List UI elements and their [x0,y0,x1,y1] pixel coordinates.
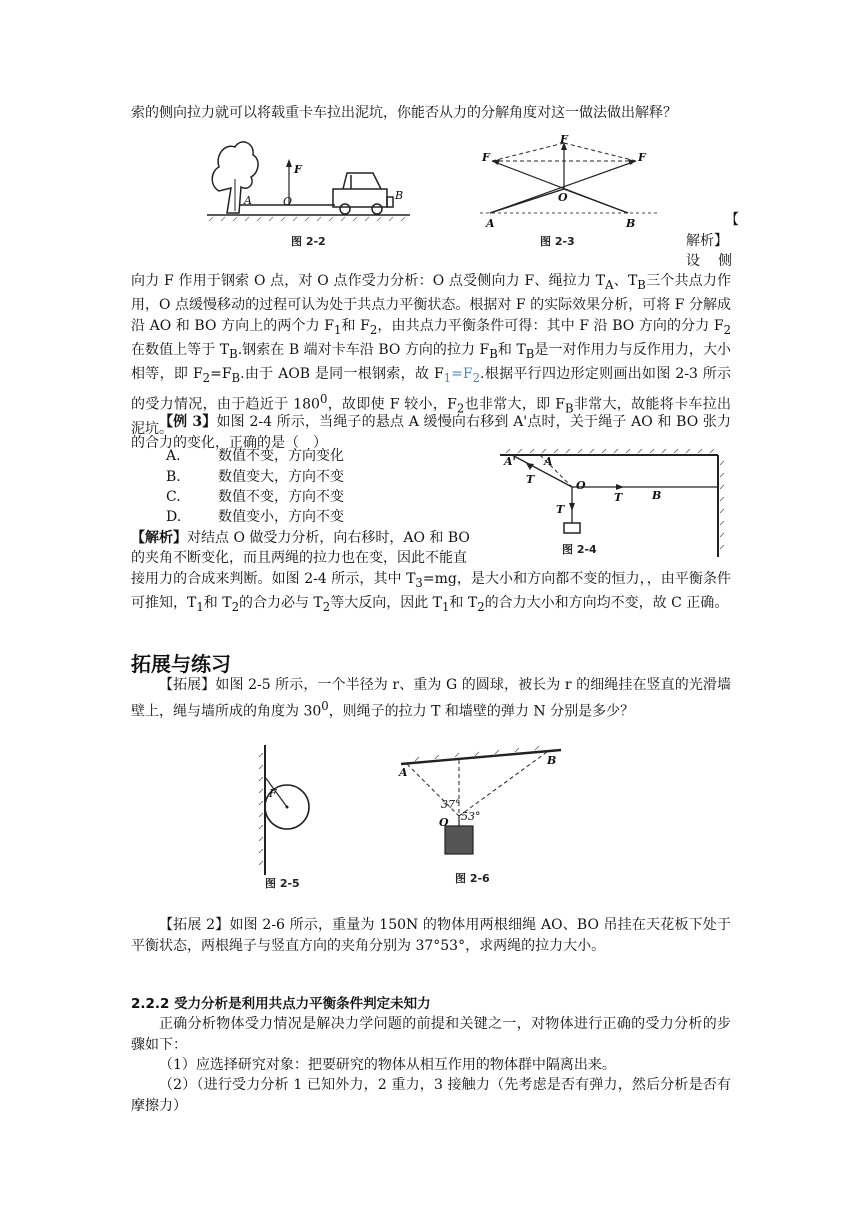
figure-2-3 [478,133,668,253]
side-text-she: 设 侧 [686,253,732,269]
extension-1-paragraph: 【拓展】如图 2-5 所示，一个半径为 r、重为 G 的圆球，被长为 r 的细绳挂在竖直的光滑墙壁上，绳与墙所成的角度为 $30^0$，则绳子的拉力 T 和墙壁的弹力 N 分别是多少？ [131,677,732,720]
jiexi-3-rest: 接用力的合成来判断。如图 2-4 所示，其中 $T_3=mg$，是大小和方向都不变的恒力，，由平衡条件可推知，$T_1$和 $T_2$的合力必与 $T_2$等大反向，因此 $T_1$和 $T_2$的合力大小和方向均不变，故 C 正确。 [131,571,731,615]
step-1: （1）应选择研究对象：把要研究的物体从相互作用的物体群中隔离出来。 [159,1057,616,1073]
fig22-label-B: B [395,189,404,202]
fig26-label-37: 37° [441,798,461,811]
jiexi-1-paragraph: 向力 F 作用于钢索 O 点，对 O 点作受力分析：O 点受侧向力 F、绳拉力 $T_A$、$T_B$三个共点力作用，O 点缓慢移动的过程可认为处于共点力平衡状态。根据对 F 的实际效果分析，可将 F 分解成沿 AO 和 BO 方向上的两个力 $F_1$和 $F_2$，由共点力平衡条件可得：其中 F 沿 BO 方向的分力 $F_2$在数值上等于 $T_B$.钢索在 B 端对卡车沿 BO 方向的拉力 $F_B$和 $T_B$是一对作用力与反作用力，大小相等，即 $F_2=F_B$.由于 AOB 是同一根钢索，故 $F_1=F_2$.根据平行四边形定则画出如图 2-3 所示的受力情况，由于趋近于 $180^0$，故即使 F 较小，$F_2$也非常大，即 $F_B$非常大，故能将卡车拉出泥坑。 [131,273,732,437]
figure-2-5 [255,735,335,895]
choice-c: C. 数值不变，方向不变 [166,489,344,505]
fig23-label-O: O [558,191,568,204]
fig24-label-B: B [652,489,662,502]
fig26-label-A: A [399,766,408,779]
figure-2-6 [395,730,575,890]
figure-2-4 [496,447,736,562]
fig24-label-A: A [544,455,553,468]
fig24-label-A-prime: A' [504,455,516,468]
fig25-label-F: F [269,787,277,800]
fig23-label-F: F [560,133,568,146]
step-2: （2）（进行受力分析 1 已知外力，2 重力，3 接触力（先考虑是否有弹力，然后分析是否有摩擦力） [131,1077,731,1114]
subsection-title: 2.2.2 受力分析是利用共点力平衡条件判定未知力 [131,996,431,1012]
fig24-label-T1: T [526,473,535,486]
section-title: 拓展与练习 [131,652,231,676]
fig23-caption: 图 2-3 [540,235,575,248]
fig22-label-A: A [244,194,252,207]
fig23-label-F1: F [482,151,490,164]
choice-a: A. 数值不变，方向变化 [166,448,344,464]
side-text-bracket: 【 [725,212,739,228]
fig26-label-O: O [439,816,449,829]
fig22-caption: 图 2-2 [291,235,326,248]
fig23-label-F2: F [638,151,646,164]
choice-d: D. 数值变小，方向不变 [166,509,344,525]
fig26-caption: 图 2-6 [455,872,490,885]
side-text-jiexi: 解析】 [686,233,728,249]
choice-b: B. 数值变大，方向不变 [166,469,344,485]
example-3-paragraph: 【例 3】如图 2-4 所示，当绳子的悬点 A 缓慢向右移到 A'点时，关于绳子 AO 和 BO 张力的合力的变化，正确的是（ ） [131,414,731,451]
fig26-label-B: B [547,754,557,767]
fig23-label-B: B [626,217,636,230]
fig24-label-O: O [576,479,586,492]
fig24-label-T2: T [614,491,623,504]
fig26-label-53: 53° [461,810,481,823]
fig23-label-A: A [486,217,495,230]
fig24-caption: 图 2-4 [562,543,597,556]
fig25-caption: 图 2-5 [265,877,300,890]
jiexi-3-line2: 的夹角不断变化，而且两绳的拉力也在变，因此不能直 [131,550,467,566]
extension-2-paragraph: 【拓展 2】如图 2-6 所示，重量为 150N 的物体用两根细绳 AO、BO 吊挂在天花板下处于平衡状态，两根绳子与竖直方向的夹角分别为 37°53°，求两绳的拉力大小。 [131,917,731,954]
intro-paragraph: 索的侧向拉力就可以将载重卡车拉出泥坑，你能否从力的分解角度对这一做法做出解释？ [131,105,677,121]
figure-2-2 [205,133,420,253]
fig22-label-O: O [283,195,293,208]
fig24-label-T3: T [556,503,565,516]
analysis-paragraph: 正确分析物体受力情况是解决力学问题的前提和关键之一，对物体进行正确的受力分析的步骤如下： [131,1016,731,1053]
fig22-label-F: F [294,163,302,176]
jiexi-3-line1: 【解析】对结点 O 做受力分析，向右移时，AO 和 BO [131,530,470,546]
